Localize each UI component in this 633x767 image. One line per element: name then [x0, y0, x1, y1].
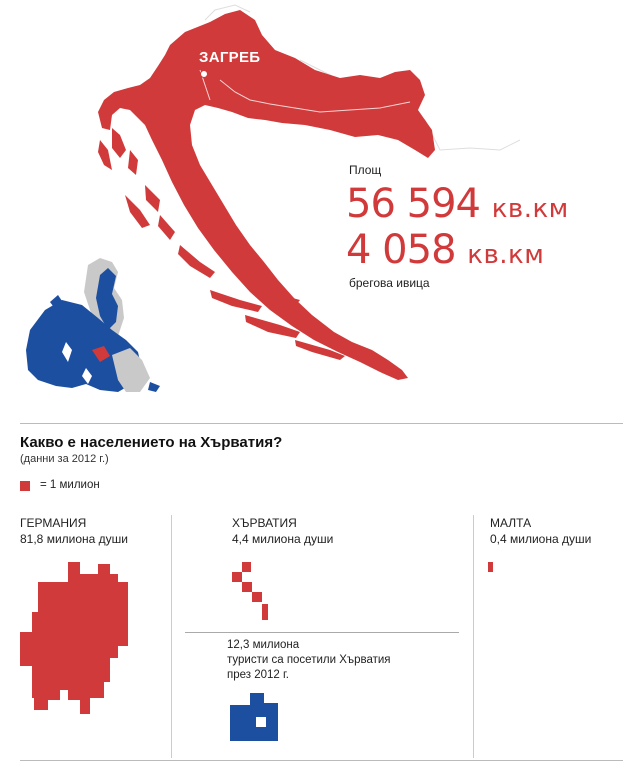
column-divider	[473, 515, 474, 758]
column-divider	[171, 515, 172, 758]
section-title: Какво е населението на Хърватия?	[20, 434, 283, 451]
tourists-line-2: туристи са посетили Хърватия	[227, 654, 391, 666]
population-malta: 0,4 милиона души	[490, 532, 592, 546]
bottom-divider	[20, 760, 623, 761]
eu-inset-map	[26, 258, 160, 392]
legend-square	[20, 481, 30, 491]
population-croatia: 4,4 милиона души	[232, 532, 334, 546]
area-number: 56 594	[346, 181, 480, 227]
croatia-pixel-chart	[232, 562, 274, 622]
coast-unit: кв.км	[467, 240, 545, 270]
legend-text: = 1 милион	[40, 479, 100, 491]
coast-value	[346, 227, 545, 273]
area-label: Площ	[349, 163, 382, 177]
area-unit: кв.км	[491, 194, 569, 224]
germany-pixel-chart	[20, 562, 130, 714]
area-value	[346, 181, 569, 227]
tourists-line-3: през 2012 г.	[227, 669, 289, 681]
section-subtitle: (данни за 2012 г.)	[20, 453, 109, 465]
tourist-divider	[185, 632, 459, 633]
country-name-malta: МАЛТА	[490, 516, 532, 530]
country-name-croatia: ХЪРВАТИЯ	[232, 516, 297, 530]
malta-pixel-chart	[488, 562, 493, 572]
coast-label: брегова ивица	[349, 276, 430, 290]
tourists-line-1: 12,3 милиона	[227, 639, 300, 651]
top-divider	[20, 423, 623, 424]
population-germany: 81,8 милиона души	[20, 532, 128, 546]
capital-dot	[201, 71, 208, 78]
tourists-text	[227, 638, 447, 683]
country-name-germany: ГЕРМАНИЯ	[20, 516, 87, 530]
tourists-pixel-chart	[230, 693, 278, 741]
coast-number: 4 058	[346, 227, 456, 273]
capital-label: ЗАГРЕБ	[199, 49, 261, 66]
